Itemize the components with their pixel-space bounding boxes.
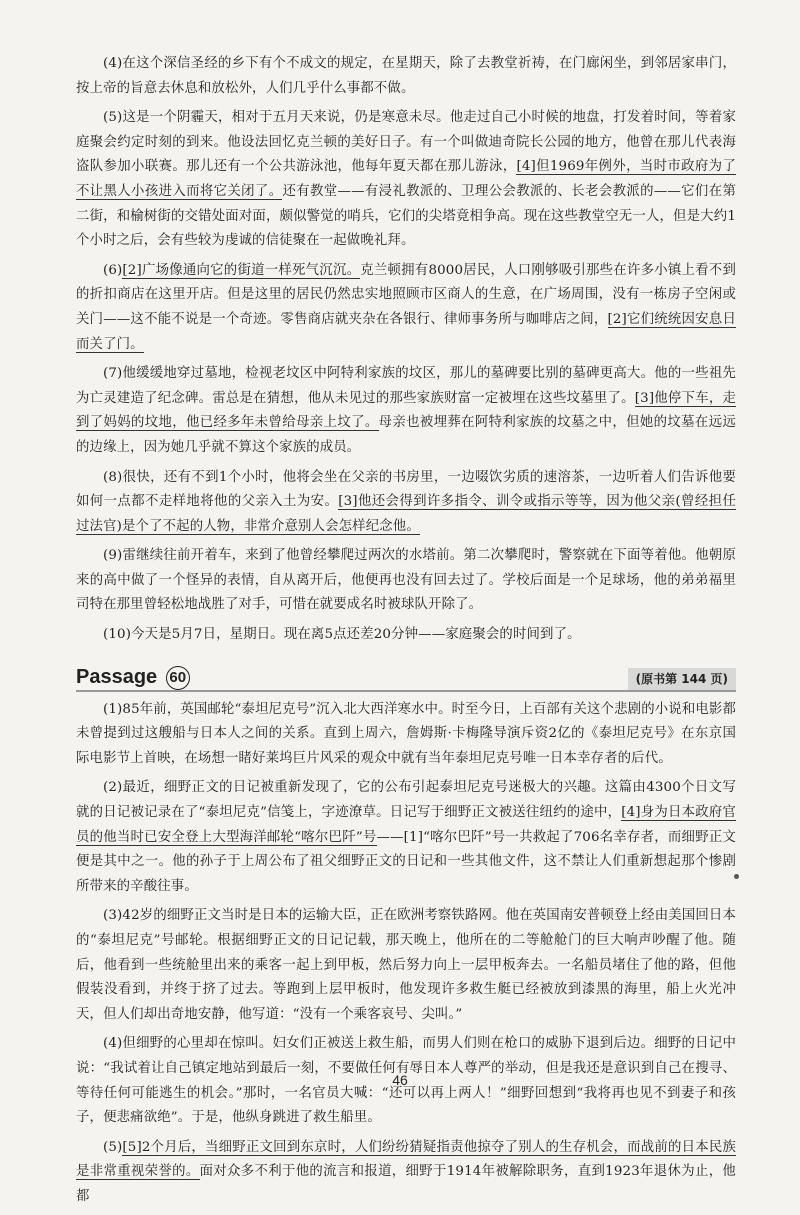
- passage-paragraph-5: (5)[5]2个月后，当细野正文回到东京时，人们纷纷猜疑指责他掠夺了别人的生存机会，而战前的日本民族是非常重视荣誉的。面对众多不利于他的流言和报道，细野于1914年被解除职务，直到1923年退休为止，他都: [76, 1139, 736, 1204]
- underlined-sentence: [2]广场像通向它的街道一样死气沉沉。: [122, 262, 361, 278]
- page-number: 46: [392, 1072, 408, 1088]
- underlined-sentence: [4]身为日本政府官员的他当时已安全登上大型海洋邮轮“喀尔巴阡”号: [76, 805, 736, 845]
- paragraph-7: (7)他缓缓地穿过墓地，检视老坟区中阿特利家族的坟区，那儿的墓碑要比别的墓碑更高大。他的一些祖先为亡灵建造了纪念碑。雷总是在猜想，他从未见过的那些家族财富一定被埋在这些坟墓里了。[3]他停下车，走到了妈妈的坟地，他已经多年未曾给母亲上坟了。母亲也被埋葬在阿特利家族的坟墓之中，但她的坟墓在远远的边缘上，因为她几乎就不算这个家族的成员。: [76, 366, 736, 455]
- passage-number-badge: 60: [166, 666, 190, 690]
- underlined-sentence: [3]他还会得到许多指令、训令或指示等等，因为他父亲(曾经担任过法官)是个了不起的人物，非常介意别人会怎样纪念他。: [76, 494, 736, 534]
- paragraph-10: (10)今天是5月7日，星期日。现在离5点还差20分钟——家庭聚会的时间到了。: [103, 627, 581, 643]
- underlined-sentence: [2]它们统统因安息日而关了门。: [76, 311, 736, 352]
- paragraph-8: (8)很快，还有不到1个小时，他将会坐在父亲的书房里，一边啜饮劣质的速溶茶，一边听着人们告诉他要如何一点都不走样地将他的父亲入土为安。[3]他还会得到许多指令、训令或指示等等，因为他父亲(曾经担任过法官)是个了不起的人物，非常介意别人会怎样纪念他。: [76, 469, 736, 534]
- passage-paragraph-2: (2)最近，细野正文的日记被重新发现了，它的公布引起泰坦尼克号迷极大的兴趣。这篇由4300个日文写就的日记被记录在了“泰坦尼克”信笺上，字迹潦草。日记写于细野正文被送往纽约的途中，[4]身为日本政府官员的他当时已安全登上大型海洋邮轮“喀尔巴阡”号——[1]“喀尔巴阡”号一共救起了706名幸存者，而细野正文便是其中之一。他的孙子于上周公布了祖父细野正文的日记和一些其他文件，这不禁让人们重新想起那个惨剧所带来的辛酸往事。: [76, 780, 737, 894]
- underlined-sentence: [4]但1969年例外，当时市政府为了不让黑人小孩进入而将它关闭了。: [76, 159, 736, 199]
- paragraph-6: (6)[2]广场像通向它的街道一样死气沉沉。克兰顿拥有8000居民，人口刚够吸引那些在许多小镇上看不到的折扣商店在这里开店。但是这里的居民仍然忠实地照顾市区商人的生意，在广场周围，没有一栋房子空闲或关门——这不能不说是一个奇迹。零售商店就夹杂在各银行、律师事务所与咖啡店之间，[2]它们统统因安息日而关了门。: [76, 262, 736, 352]
- passage-paragraph-3: (3)42岁的细野正文当时是日本的运输大臣，正在欧洲考察铁路网。他在英国南安普顿登上经由美国回日本的“泰坦尼克”号邮轮。根据细野正文的日记记载，那天晚上，他所在的二等舱舱门的巨大响声吵醒了他。随后，他看到一些统舱里出来的乘客一起上到甲板，然后努力向上一层甲板奔去。一名船员堵住了他的路，但他假装没看到，并终于挤了过去。等跑到上层甲板时，他发现许多救生艇已经被放到漆黑的海里，船上火光冲天，但人们却出奇地安静，他写道：“没有一个乘客哀号、尖叫。”: [76, 908, 736, 1022]
- paragraph-5: (5)这是一个阴霾天，相对于五月天来说，仍是寒意未尽。他走过自己小时候的地盘，打发着时间，等着家庭聚会约定时刻的到来。他设法回忆克兰顿的美好日子。有一个叫做迪奇院长公园的地方，他曾在那儿代表海盗队参加小联赛。那儿还有一个公共游泳池，他每年夏天都在那儿游泳，[4]但1969年例外，当时市政府为了不让黑人小孩进入而将它关闭了。还有教堂——有浸礼教派的、卫理公会教派的、长老会教派的——它们在第二街，和榆树街的交错处面对面，颇似警觉的哨兵，它们的尖塔竟相争高。现在这些教堂空无一人，但是大约1个小时之后，会有些较为虔诚的信徒聚在一起做晚礼拜。: [76, 110, 737, 249]
- paragraph-4: (4)在这个深信圣经的乡下有个不成文的规定，在星期天，除了去教堂祈祷，在门廊闲坐，到邻居家串门，按上帝的旨意去休息和放松外，人们几乎什么事都不做。: [76, 56, 736, 96]
- underlined-sentence: [3]他停下车，走到了妈妈的坟地，他已经多年未曾给母亲上坟了。: [76, 390, 736, 431]
- ink-dot: [734, 874, 739, 879]
- page-content: [76, 52, 736, 1215]
- passage-header: [76, 664, 736, 692]
- passage-title: Passage 60: [76, 664, 190, 690]
- passage-paragraph-1: (1)85年前，英国邮轮“泰坦尼克号”沉入北大西洋寒水中。时至今日，上百部有关这个悲剧的小说和电影都未曾提到过这艘船与日本人之间的关系。直到上周六，詹姆斯·卡梅隆导演斥资2亿的《泰坦尼克号》在东京国际电影节上首映，在场想一睹好莱坞巨片风采的观众中就有当年泰坦尼克号唯一日本幸存者的后代。: [76, 701, 736, 766]
- source-page-reference: (原书第 144 页): [628, 668, 736, 690]
- underlined-sentence: [5]2个月后，当细野正文回到东京时，人们纷纷猜疑指责他掠夺了别人的生存机会，而战前的日本民族是非常重视荣誉的。: [76, 1139, 736, 1180]
- passage-paragraph-4: (4)但细野的心里却在惊叫。妇女们正被送上救生船，而男人们则在枪口的威胁下退到后边。细野的日记中说：“我试着让自己镇定地站到最后一刻，不要做任何有辱日本人尊严的举动，但是我还是意识到自己在搜寻、等待任何可能逃生的机会。”那时，一名官员大喊：“还可以再上两人！”细野回想到“我将再也见不到妻子和孩子，便悲痛欲绝”。于是，他纵身跳进了救生船里。: [76, 1036, 736, 1126]
- paragraph-9: (9)雷继续往前开着车，来到了他曾经攀爬过两次的水塔前。第二次攀爬时，警察就在下面等着他。他朝原来的高中做了一个怪异的表情，自从离开后，他便再也没有回去过了。学校后面是一个足球场，他的弟弟福里司特在那里曾轻松地战胜了对手，可惜在就要成名时被球队开除了。: [76, 548, 736, 613]
